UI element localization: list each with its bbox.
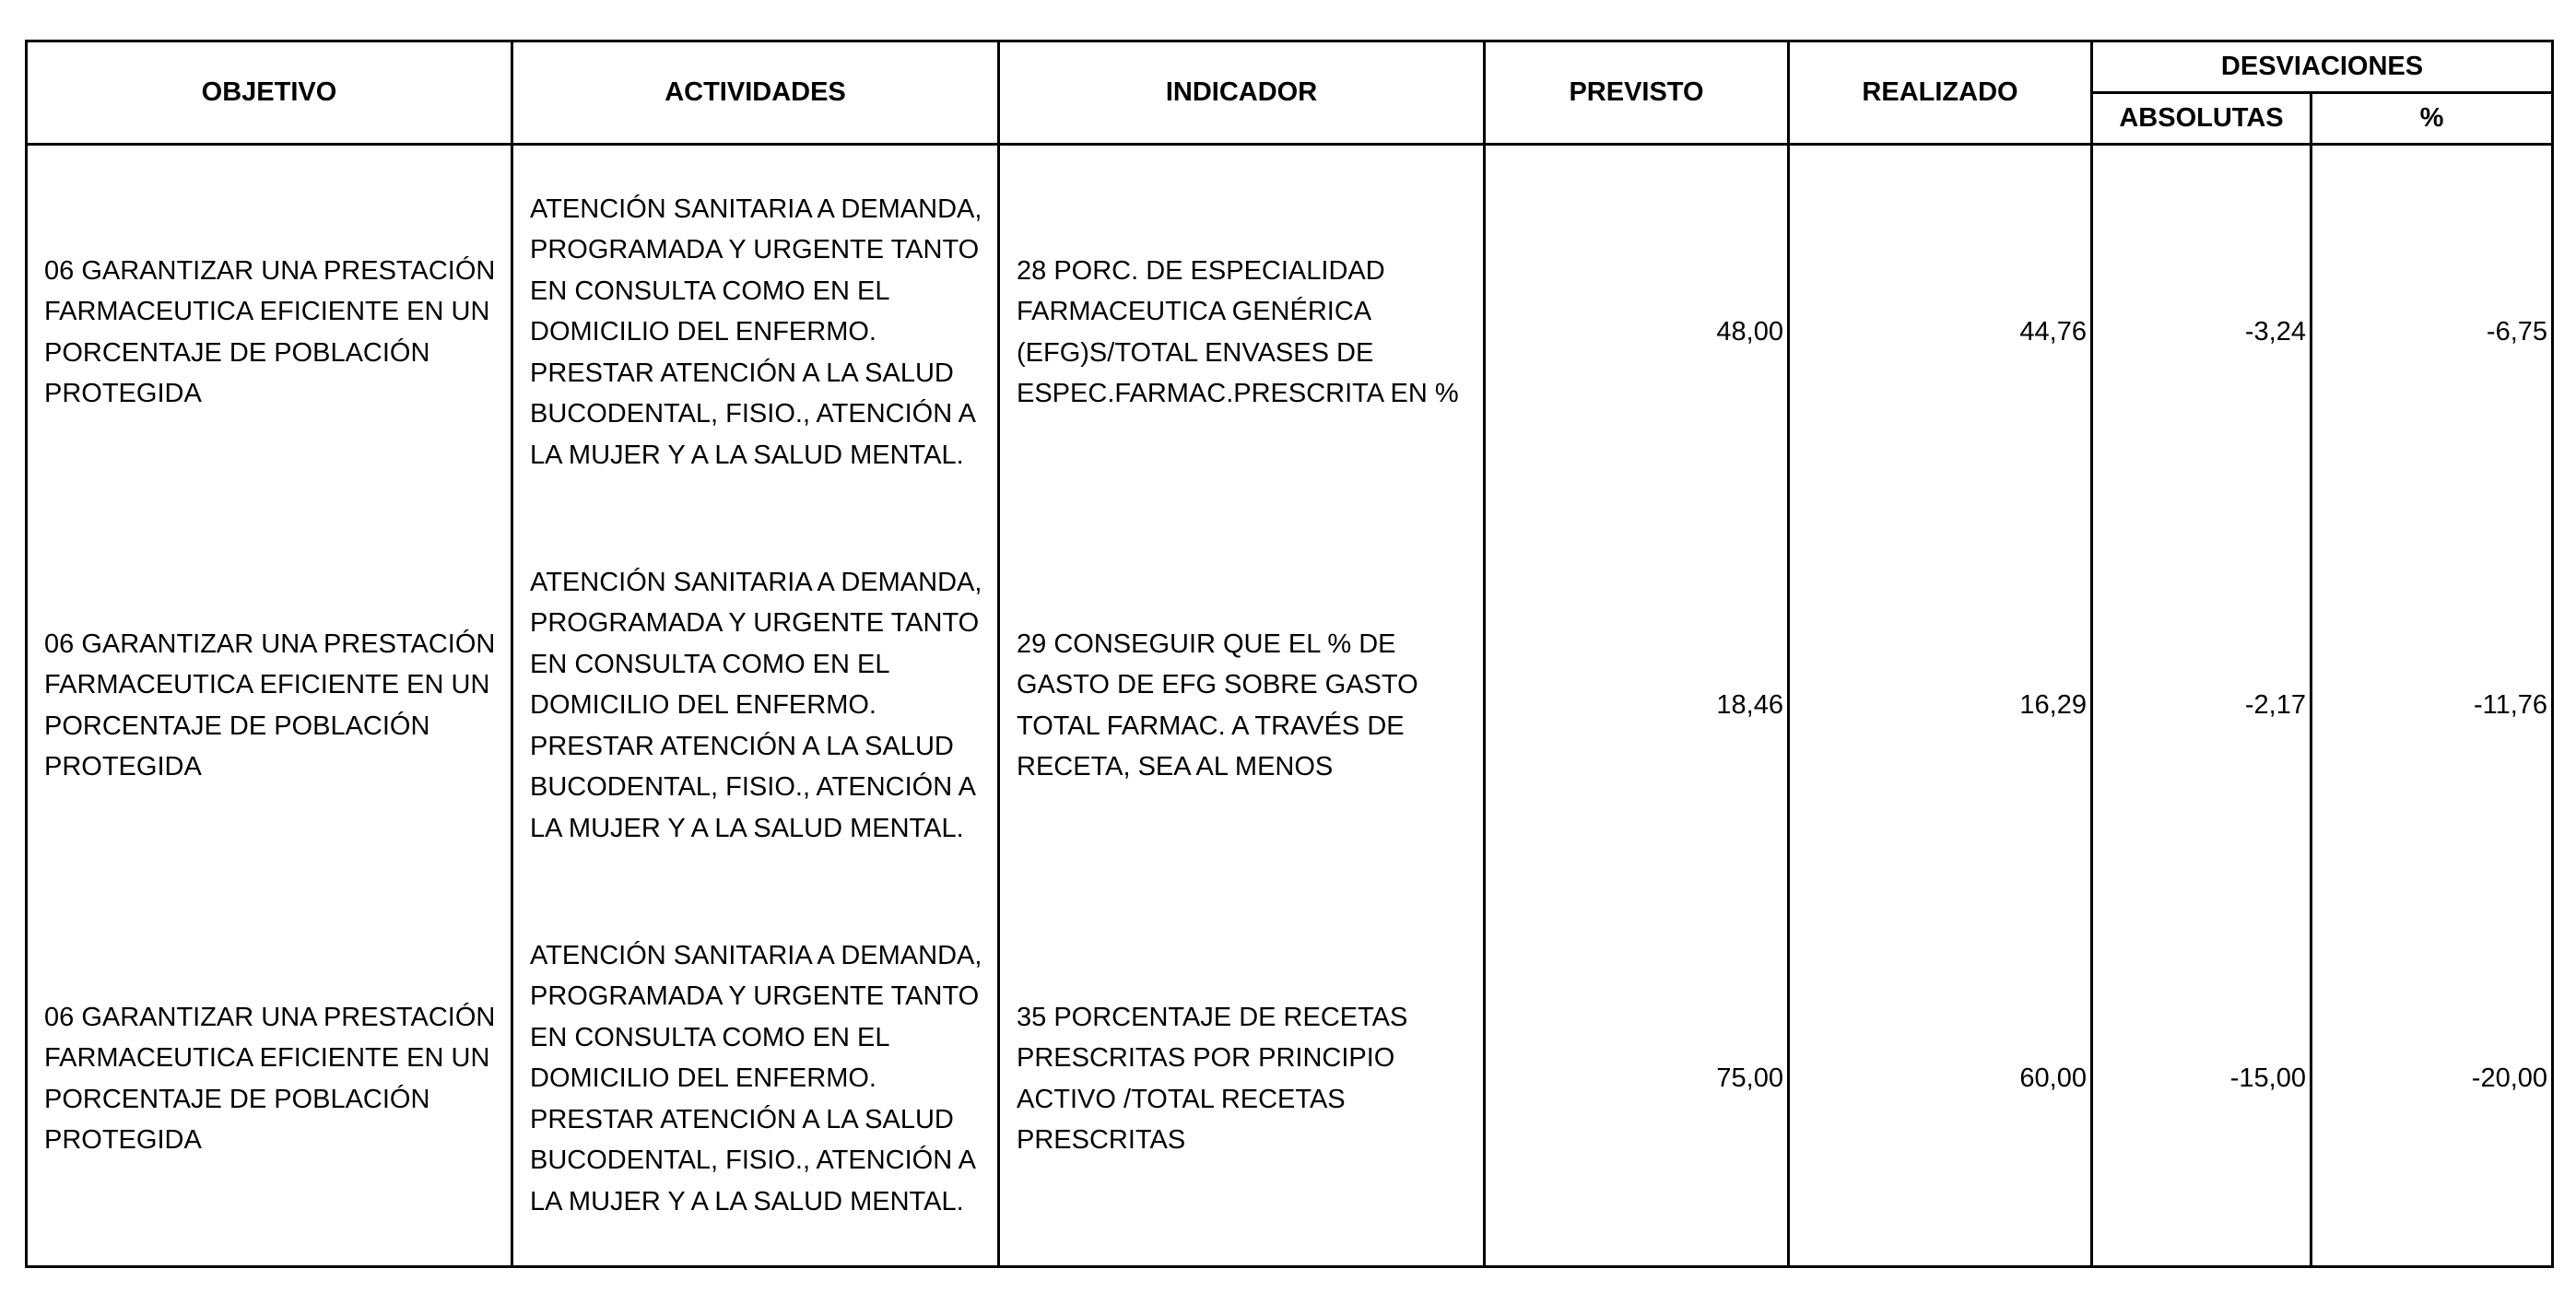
cell-porcentaje: -11,76 (2311, 519, 2553, 892)
cell-absolutas: -2,17 (2092, 519, 2311, 892)
cell-objetivo: 06 GARANTIZAR UNA PRESTACIÓN FARMACEUTICA EFICIENTE EN UN PORCENTAJE DE POBLACIÓN PROTEGIDA (27, 892, 512, 1267)
cell-objetivo: 06 GARANTIZAR UNA PRESTACIÓN FARMACEUTICA EFICIENTE EN UN PORCENTAJE DE POBLACIÓN PROTEGIDA (27, 145, 512, 520)
cell-previsto: 18,46 (1485, 519, 1789, 892)
cell-porcentaje: -6,75 (2311, 145, 2553, 520)
cell-objetivo: 06 GARANTIZAR UNA PRESTACIÓN FARMACEUTICA EFICIENTE EN UN PORCENTAJE DE POBLACIÓN PROTEGIDA (27, 519, 512, 892)
table-row (27, 892, 2553, 1267)
cell-absolutas: -3,24 (2092, 145, 2311, 520)
header-desviaciones: DESVIACIONES (2092, 41, 2553, 93)
cell-porcentaje: -20,00 (2311, 892, 2553, 1267)
header-porcentaje: % (2311, 93, 2553, 145)
cell-actividades: ATENCIÓN SANITARIA A DEMANDA, PROGRAMADA Y URGENTE TANTO EN CONSULTA COMO EN EL DOMICILIO DEL ENFERMO. PRESTAR ATENCIÓN A LA SALUD BUCODENTAL, FISIO., ATENCIÓN A LA MUJER Y A LA SALUD MENTAL. (512, 892, 999, 1267)
cell-previsto: 75,00 (1485, 892, 1789, 1267)
cell-realizado: 16,29 (1789, 519, 2092, 892)
cell-actividades: ATENCIÓN SANITARIA A DEMANDA, PROGRAMADA Y URGENTE TANTO EN CONSULTA COMO EN EL DOMICILIO DEL ENFERMO. PRESTAR ATENCIÓN A LA SALUD BUCODENTAL, FISIO., ATENCIÓN A LA MUJER Y A LA SALUD MENTAL. (512, 145, 999, 520)
table-row (27, 519, 2553, 892)
header-realizado: REALIZADO (1789, 41, 2092, 145)
header-objetivo: OBJETIVO (27, 41, 512, 145)
cell-indicador: 28 PORC. DE ESPECIALIDAD FARMACEUTICA GENÉRICA (EFG)S/TOTAL ENVASES DE ESPEC.FARMAC.PRESCRITA EN % (999, 145, 1485, 520)
cell-indicador: 35 PORCENTAJE DE RECETAS PRESCRITAS POR PRINCIPIO ACTIVO /TOTAL RECETAS PRESCRITAS (999, 892, 1485, 1267)
header-previsto: PREVISTO (1485, 41, 1789, 145)
header-absolutas: ABSOLUTAS (2092, 93, 2311, 145)
table-row (27, 145, 2553, 520)
cell-indicador: 29 CONSEGUIR QUE EL % DE GASTO DE EFG SOBRE GASTO TOTAL FARMAC. A TRAVÉS DE RECETA, SEA AL MENOS (999, 519, 1485, 892)
cell-actividades: ATENCIÓN SANITARIA A DEMANDA, PROGRAMADA Y URGENTE TANTO EN CONSULTA COMO EN EL DOMICILIO DEL ENFERMO. PRESTAR ATENCIÓN A LA SALUD BUCODENTAL, FISIO., ATENCIÓN A LA MUJER Y A LA SALUD MENTAL. (512, 519, 999, 892)
cell-realizado: 60,00 (1789, 892, 2092, 1267)
header-actividades: ACTIVIDADES (512, 41, 999, 145)
cell-realizado: 44,76 (1789, 145, 2092, 520)
cell-absolutas: -15,00 (2092, 892, 2311, 1267)
header-indicador: INDICADOR (999, 41, 1485, 145)
objectives-table (25, 40, 2554, 1268)
cell-previsto: 48,00 (1485, 145, 1789, 520)
